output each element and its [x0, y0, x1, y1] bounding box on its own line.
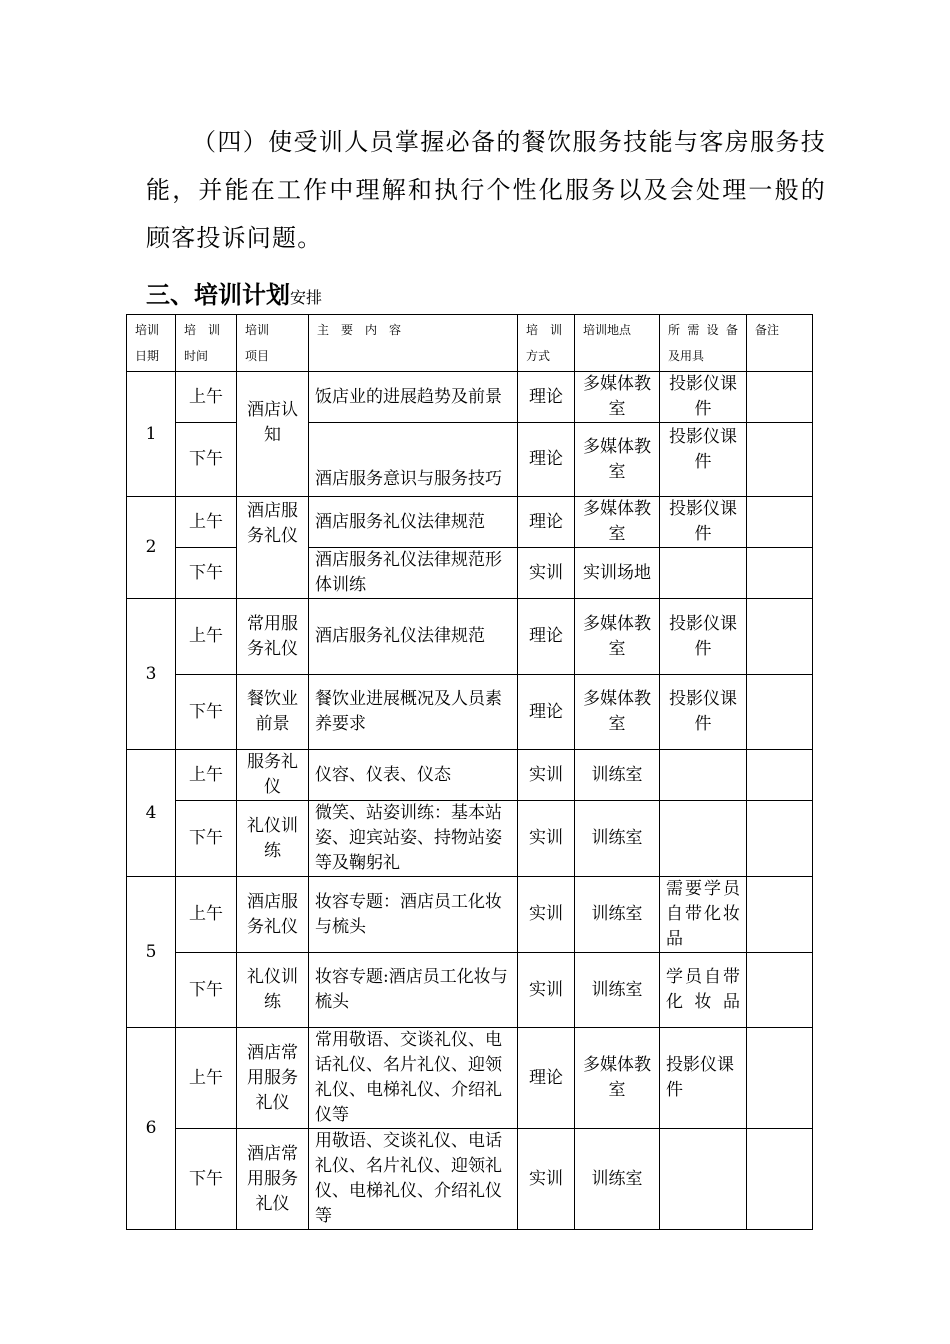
time-cell: 下午 [176, 423, 237, 497]
table-row [127, 548, 813, 599]
header-equipment: 所需设备 及用具 [660, 315, 747, 372]
equipment-cell: 投影仪课件 [660, 497, 747, 548]
place-cell: 训练室 [575, 1129, 660, 1230]
content-cell: 饭店业的进展趋势及前景 [309, 372, 518, 423]
item-cell: 酒店认知 [237, 372, 309, 497]
equipment-cell: 学员自带化妆品 [660, 953, 747, 1028]
section-heading [146, 275, 322, 310]
note-cell [747, 675, 813, 750]
content-cell: 常用敬语、交谈礼仪、电话礼仪、名片礼仪、迎领礼仪、电梯礼仪、介绍礼仪等 [309, 1028, 518, 1129]
content-cell: 餐饮业进展概况及人员素养要求 [309, 675, 518, 750]
method-cell: 实训 [518, 1129, 575, 1230]
table-row [127, 877, 813, 953]
section-heading-suffix: 安排 [290, 288, 323, 307]
method-cell: 实训 [518, 953, 575, 1028]
note-cell [747, 1028, 813, 1129]
table-row [127, 953, 813, 1028]
method-cell: 理论 [518, 497, 575, 548]
table-row [127, 599, 813, 675]
method-cell: 理论 [518, 1028, 575, 1129]
time-cell: 上午 [176, 750, 237, 801]
time-cell: 下午 [176, 801, 237, 877]
method-cell: 理论 [518, 675, 575, 750]
place-cell: 多媒体教室 [575, 372, 660, 423]
table-row [127, 1028, 813, 1129]
section-heading-main: 三、培训计划 [146, 281, 290, 309]
place-cell: 多媒体教室 [575, 423, 660, 497]
time-cell: 下午 [176, 548, 237, 599]
table-row [127, 675, 813, 750]
content-cell: 微笑、站姿训练：基本站姿、迎宾站姿、持物站姿等及鞠躬礼 [309, 801, 518, 877]
note-cell [747, 372, 813, 423]
equipment-cell [660, 750, 747, 801]
content-cell: 用敬语、交谈礼仪、电话礼仪、名片礼仪、迎领礼仪、电梯礼仪、介绍礼仪等 [309, 1129, 518, 1230]
content-cell: 仪容、仪表、仪态 [309, 750, 518, 801]
method-cell: 理论 [518, 599, 575, 675]
item-cell: 餐饮业前景 [237, 675, 309, 750]
table-row [127, 801, 813, 877]
place-cell: 训练室 [575, 877, 660, 953]
method-cell: 实训 [518, 750, 575, 801]
day-cell: 4 [127, 750, 176, 877]
equipment-cell: 投影仪课件 [660, 372, 747, 423]
time-cell: 下午 [176, 1129, 237, 1230]
content-cell: 酒店服务礼仪法律规范形体训练 [309, 548, 518, 599]
method-cell: 实训 [518, 548, 575, 599]
content-cell: 妆容专题：酒店员工化妆与梳头 [309, 877, 518, 953]
item-cell: 常用服务礼仪 [237, 599, 309, 675]
day-cell: 1 [127, 372, 176, 497]
place-cell: 多媒体教室 [575, 497, 660, 548]
method-cell: 实训 [518, 877, 575, 953]
note-cell [747, 750, 813, 801]
content-cell: 酒店服务礼仪法律规范 [309, 599, 518, 675]
method-cell: 实训 [518, 801, 575, 877]
table-row [127, 423, 813, 497]
item-cell: 服务礼仪 [237, 750, 309, 801]
time-cell: 上午 [176, 877, 237, 953]
item-cell: 礼仪训练 [237, 801, 309, 877]
item-cell: 酒店常用服务礼仪 [237, 1028, 309, 1129]
intro-paragraph: （四）使受训人员掌握必备的餐饮服务技能与客房服务技能，并能在工作中理解和执行个性化服务以及会处理一般的顾客投诉问题。 [146, 128, 826, 252]
header-date: 培训 日期 [127, 315, 176, 372]
method-cell: 理论 [518, 372, 575, 423]
time-cell: 下午 [176, 953, 237, 1028]
item-cell: 酒店常用服务礼仪 [237, 1129, 309, 1230]
equipment-cell: 投影仪课件 [660, 1028, 747, 1129]
day-cell: 5 [127, 877, 176, 1028]
note-cell [747, 599, 813, 675]
time-cell: 上午 [176, 372, 237, 423]
place-cell: 多媒体教室 [575, 1028, 660, 1129]
header-content: 主 要 内 容 [309, 315, 518, 372]
item-cell: 酒店服务礼仪 [237, 877, 309, 953]
header-time: 培 训 时间 [176, 315, 237, 372]
equipment-cell: 投影仪课件 [660, 675, 747, 750]
note-cell [747, 877, 813, 953]
table-row [127, 497, 813, 548]
table-row [127, 372, 813, 423]
equipment-cell: 需要学员自带化妆品 [660, 877, 747, 953]
equipment-cell [660, 1129, 747, 1230]
place-cell: 多媒体教室 [575, 675, 660, 750]
table-row [127, 1129, 813, 1230]
header-method: 培 训 方式 [518, 315, 575, 372]
header-item: 培训 项目 [237, 315, 309, 372]
table-row [127, 750, 813, 801]
place-cell: 训练室 [575, 750, 660, 801]
place-cell: 多媒体教室 [575, 599, 660, 675]
note-cell [747, 423, 813, 497]
place-cell: 实训场地 [575, 548, 660, 599]
time-cell: 下午 [176, 675, 237, 750]
note-cell [747, 953, 813, 1028]
content-cell: 酒店服务意识与服务技巧 [309, 423, 518, 497]
table-header-row [127, 315, 813, 372]
item-cell: 礼仪训练 [237, 953, 309, 1028]
header-note: 备注 [747, 315, 813, 372]
day-cell: 2 [127, 497, 176, 599]
equipment-cell [660, 548, 747, 599]
note-cell [747, 497, 813, 548]
equipment-cell: 投影仪课件 [660, 423, 747, 497]
time-cell: 上午 [176, 497, 237, 548]
training-plan-table [126, 314, 813, 1230]
note-cell [747, 548, 813, 599]
time-cell: 上午 [176, 1028, 237, 1129]
equipment-cell [660, 801, 747, 877]
time-cell: 上午 [176, 599, 237, 675]
header-place: 培训地点 [575, 315, 660, 372]
day-cell: 6 [127, 1028, 176, 1230]
note-cell [747, 1129, 813, 1230]
day-cell: 3 [127, 599, 176, 750]
content-cell: 妆容专题:酒店员工化妆与梳头 [309, 953, 518, 1028]
place-cell: 训练室 [575, 801, 660, 877]
note-cell [747, 801, 813, 877]
place-cell: 训练室 [575, 953, 660, 1028]
method-cell: 理论 [518, 423, 575, 497]
item-cell: 酒店服务礼仪 [237, 497, 309, 599]
content-cell: 酒店服务礼仪法律规范 [309, 497, 518, 548]
equipment-cell: 投影仪课件 [660, 599, 747, 675]
